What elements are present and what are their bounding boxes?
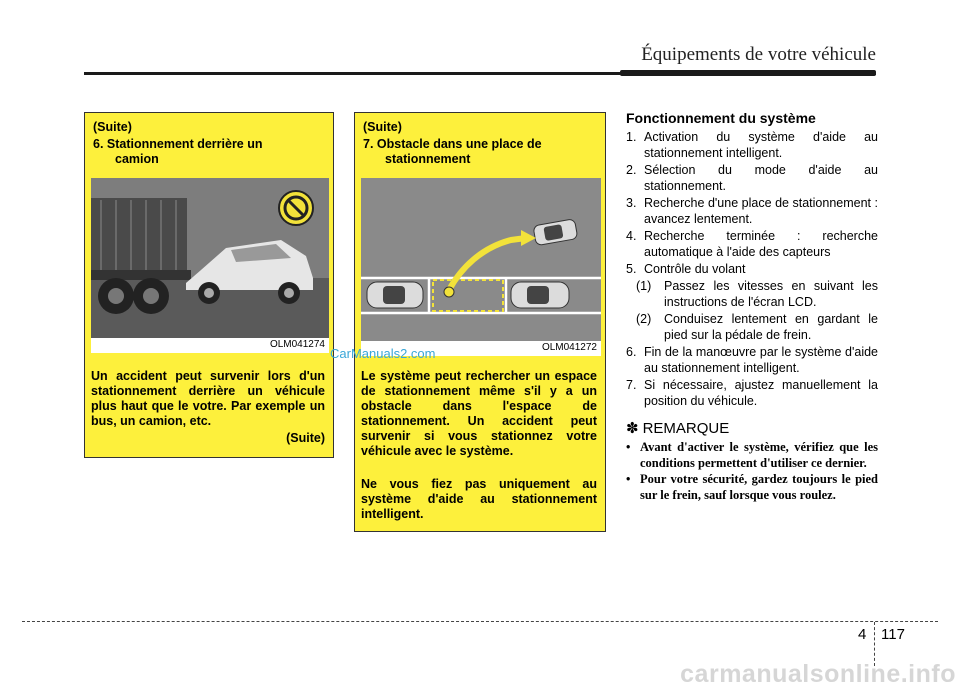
substep-item <box>626 311 878 343</box>
step-number: 4. <box>626 229 637 243</box>
suite-label-top: (Suite) <box>93 120 132 134</box>
step-text: Fin de la manœuvre par le système d'aide au stationnement intelligent. <box>644 345 878 375</box>
step-text: Si nécessaire, ajustez manuellement la position du véhicule. <box>644 378 878 408</box>
section-title: Fonctionnement du système <box>626 110 816 126</box>
step-item <box>626 162 878 194</box>
step-text: Sélection du mode d'aide au stationnement. <box>644 163 878 193</box>
note-item <box>626 439 878 471</box>
step-number: 3. <box>626 196 637 210</box>
parking-diagram-illustration <box>361 178 601 356</box>
step-text: Activation du système d'aide au stationnement intelligent. <box>644 130 878 160</box>
image-code-label: OLM041274 <box>91 338 329 353</box>
step-item <box>626 344 878 376</box>
step-number: 7. <box>626 378 637 392</box>
truck-illustration <box>91 178 329 353</box>
bullet-icon: • <box>626 472 631 486</box>
warning-text-1: Le système peut rechercher un espace de stationnement même s'il y a un obstacle dans l'espace de stationnement. Un accident peut survenir si vous stationnez votre véhicule avec le système. <box>361 369 597 458</box>
substep-item <box>626 278 878 310</box>
header-rule-accent <box>620 70 876 76</box>
item-title-line1: Stationnement derrière un <box>106 137 263 151</box>
step-item <box>626 228 878 260</box>
chapter-number: 4 <box>858 626 867 643</box>
note-title: REMARQUE <box>642 420 730 437</box>
step-number: 6. <box>626 345 637 359</box>
step-item <box>626 261 878 277</box>
step-number: 5. <box>626 262 637 276</box>
item-title-line2: stationnement <box>385 152 471 166</box>
substep-text: Passez les vitesses en suivant les instructions de l'écran LCD. <box>664 279 878 309</box>
substep-number: (2) <box>636 312 652 326</box>
step-number: 2. <box>626 163 637 177</box>
item-title-line1: Obstacle dans une place de <box>376 137 542 151</box>
step-item <box>626 195 878 227</box>
note-item <box>626 471 878 503</box>
step-text: Recherche d'une place de stationnement : avancez lentement. <box>644 196 878 226</box>
obstacle-parking-diagram <box>361 178 601 356</box>
step-text: Recherche terminée : recherche automatique à l'aide des capteurs <box>644 229 878 259</box>
item-title-line2: camion <box>115 152 159 166</box>
warning-box-obstacle <box>354 112 606 532</box>
warning-box-truck <box>84 112 334 458</box>
warning-text: Un accident peut survenir lors d'un stationnement derrière un véhicule plus haut que le votre. Par exemple un bus, un camion, etc. <box>91 369 325 428</box>
step-item <box>626 377 878 409</box>
footer-divider <box>22 621 938 622</box>
note-text: Pour votre sécurité, gardez toujours le pied sur le frein, sauf lorsque vous roulez. <box>640 472 878 502</box>
truck-parking-photo <box>91 178 329 353</box>
suite-label-bottom: (Suite) <box>286 431 325 445</box>
suite-label-top: (Suite) <box>363 120 402 134</box>
step-item <box>626 129 878 161</box>
step-number: 1. <box>626 130 637 144</box>
footer-watermark: carmanualsonline.info <box>680 660 956 688</box>
image-code-label: OLM041272 <box>361 341 601 356</box>
substep-number: (1) <box>636 279 652 293</box>
substep-text: Conduisez lentement en gardant le pied sur la pédale de frein. <box>664 312 878 342</box>
bullet-icon: • <box>626 440 631 454</box>
note-star-icon: ✽ <box>626 420 639 437</box>
step-text: Contrôle du volant <box>644 262 746 276</box>
item-heading <box>363 137 597 167</box>
page-number: 117 <box>881 626 905 643</box>
operation-section <box>626 110 878 503</box>
item-heading <box>93 137 325 167</box>
note-text: Avant d'activer le système, vérifiez que les conditions permettent d'utiliser ce dernier. <box>640 440 878 470</box>
page-header-title: Équipements de votre véhicule <box>641 44 876 65</box>
note-heading <box>626 421 878 437</box>
warning-text-2: Ne vous fiez pas uniquement au système d'aide au stationnement intelligent. <box>361 477 597 521</box>
item-number: 6. <box>93 137 104 151</box>
watermark-text: CarManuals2.com <box>330 346 436 361</box>
item-number: 7. <box>363 137 374 151</box>
